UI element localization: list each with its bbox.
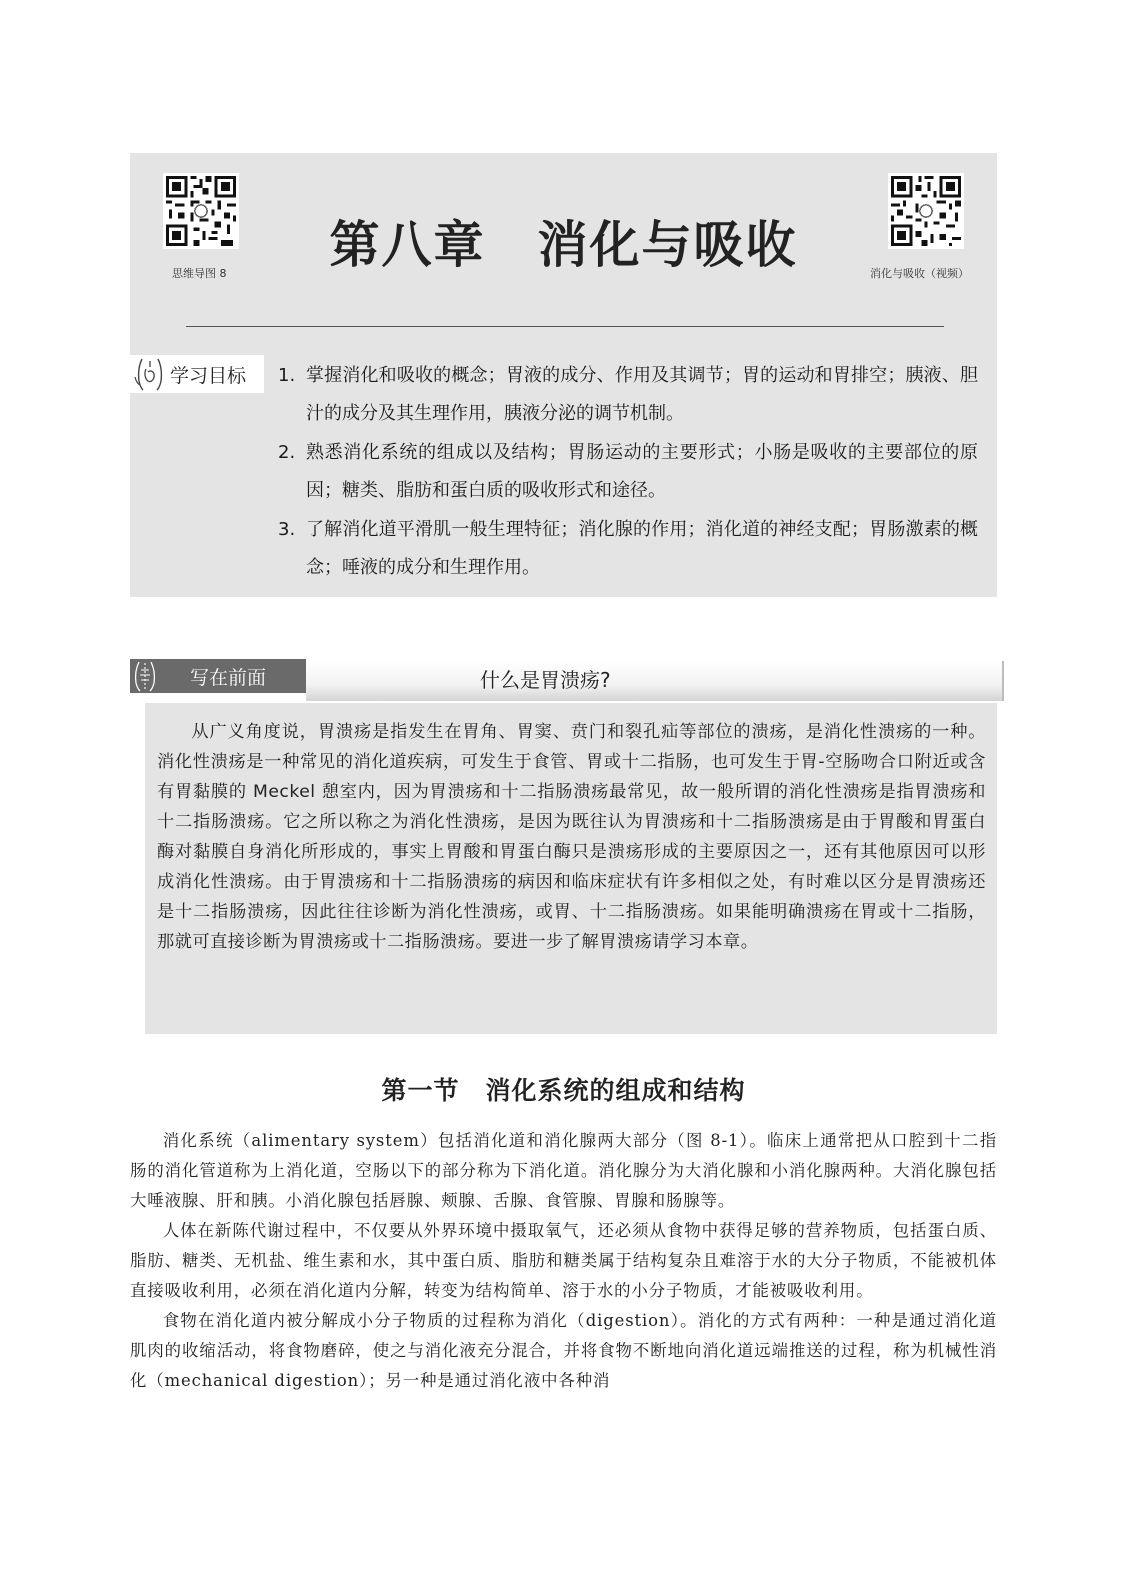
section-title: 第一节 消化系统的组成和结构 (381, 1076, 746, 1105)
body-paragraph: 人体在新陈代谢过程中，不仅要从外界环境中摄取氧气，还必须从食物中获得足够的营养物质，包括蛋白质、脂肪、糖类、无机盐、维生素和水，其中蛋白质、脂肪和糖类属于结构复杂且难溶于水的大分子物质，不能被机体直接吸收利用，必须在消化道内分解，转变为结构简单、溶于水的小分子物质，才能被吸收利用。 (130, 1221, 997, 1300)
objectives-label (130, 355, 264, 393)
objective-item (278, 357, 978, 433)
objectives-label-text: 学习目标 (170, 364, 247, 387)
objectives-list (278, 357, 978, 588)
objective-text: 掌握消化和吸收的概念；胃液的成分、作用及其调节；胃的运动和胃排空；胰液、胆汁的成分及其生理作用，胰液分泌的调节机制。 (306, 365, 978, 424)
body-paragraph: 消化系统（alimentary system）包括消化道和消化腺两大部分（图 8-1）。临床上通常把从口腔到十二指肠的消化管道称为上消化道，空肠以下的部分称为下消化道。消化腺分为大消化腺和小消化腺两种。大消化腺包括大唾液腺、肝和胰。小消化腺包括唇腺、颊腺、舌腺、食管腺、胃腺和肠腺等。 (130, 1131, 997, 1210)
chapter-divider (186, 326, 944, 327)
qr-code-icon[interactable] (888, 173, 964, 249)
objective-text: 熟悉消化系统的组成以及结构；胃肠运动的主要形式；小肠是吸收的主要部位的原因；糖类、脂肪和蛋白质的吸收形式和途径。 (306, 442, 978, 501)
qr-right-caption: 消化与吸收（视频） (870, 267, 969, 280)
chapter-title: 第八章 消化与吸收 (329, 215, 798, 274)
torso-icon (132, 660, 158, 692)
objective-number: 3. (278, 519, 296, 540)
intro-heading: 什么是胃溃疡? (480, 668, 611, 692)
objective-number: 1. (278, 365, 296, 386)
objective-item (278, 434, 978, 510)
intro-heading-bar (306, 661, 1004, 701)
intro-tab-label: 写在前面 (190, 666, 267, 689)
objective-number: 2. (278, 442, 296, 463)
torso-icon (134, 357, 166, 391)
objective-item (278, 511, 978, 587)
objective-text: 了解消化道平滑肌一般生理特征；消化腺的作用；消化道的神经支配；胃肠激素的概念；唾液的成分和生理作用。 (306, 519, 978, 578)
qr-code-icon[interactable] (163, 173, 239, 249)
intro-tab (130, 659, 306, 693)
intro-paragraph: 从广义角度说，胃溃疡是指发生在胃角、胃窦、贲门和裂孔疝等部位的溃疡，是消化性溃疡的一种。消化性溃疡是一种常见的消化道疾病，可发生于食管、胃或十二指肠，也可发生于胃-空肠吻合口附近或含有胃黏膜的 Meckel 憩室内，因为胃溃疡和十二指肠溃疡最常见，故一般所谓的消化性溃疡是指胃溃疡和十二指肠溃疡。它之所以称之为消化性溃疡，是因为既往认为胃溃疡和十二指肠溃疡是由于胃酸和胃蛋白酶对黏膜自身消化所形成的，事实上胃酸和胃蛋白酶只是溃疡形成的主要原因之一，还有其他原因可以形成消化性溃疡。由于胃溃疡和十二指肠溃疡的病因和临床症状有许多相似之处，有时难以区分是胃溃疡还是十二指肠溃疡，因此往往诊断为消化性溃疡，或胃、十二指肠溃疡。如果能明确溃疡在胃或十二指肠，那就可直接诊断为胃溃疡或十二指肠溃疡。要进一步了解胃溃疡请学习本章。 (157, 722, 986, 952)
intro-box (145, 703, 997, 1034)
chapter-header (130, 153, 997, 597)
section-body (130, 1126, 997, 1396)
qr-left-caption: 思维导图 8 (172, 267, 227, 280)
body-paragraph: 食物在消化道内被分解成小分子物质的过程称为消化（digestion）。消化的方式有两种：一种是通过消化道肌肉的收缩活动，将食物磨碎，使之与消化液充分混合，并将食物不断地向消化道远端推送的过程，称为机械性消化（mechanical digestion）；另一种是通过消化液中各种消 (130, 1311, 997, 1390)
